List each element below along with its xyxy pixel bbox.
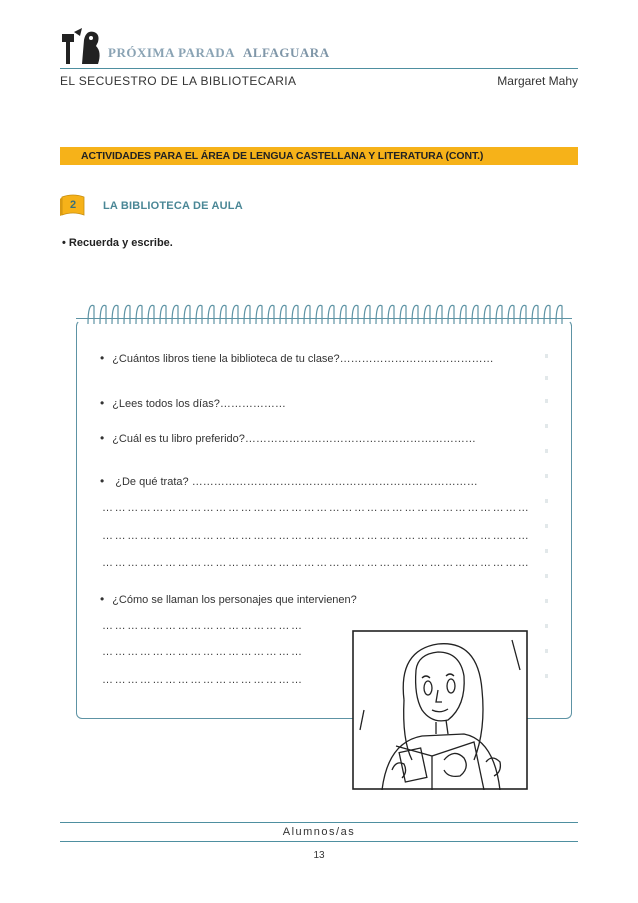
question-5: • ¿Cómo se llaman los personajes que intervienen? bbox=[100, 592, 357, 606]
page-number: 13 bbox=[313, 850, 325, 861]
section-title: ACTIVIDADES PARA EL ÁREA DE LENGUA CASTELLANA Y LITERATURA (CONT.) bbox=[81, 150, 484, 162]
instruction-text: • Recuerda y escribe. bbox=[62, 237, 173, 249]
footer-label: Alumnos/as bbox=[282, 826, 356, 838]
question-3: • ¿Cuál es tu libro preferido?……………………………………………………… bbox=[100, 431, 476, 445]
answer-line: ………………………………………………………………………………………… bbox=[102, 502, 531, 514]
activity-number: 2 bbox=[69, 199, 77, 211]
author-name: Margaret Mahy bbox=[497, 74, 578, 88]
girl-reading-illustration bbox=[352, 630, 528, 790]
answer-line: ………………………………………… bbox=[102, 620, 304, 632]
question-4: • ¿De qué trata? …………………………………………………………………… bbox=[100, 474, 478, 488]
header-rule bbox=[60, 68, 578, 69]
book-title: EL SECUESTRO DE LA BIBLIOTECARIA bbox=[60, 74, 297, 88]
answer-line: ………………………………………… bbox=[102, 646, 304, 658]
answer-line: ………………………………………………………………………………………… bbox=[102, 530, 531, 542]
footer-rule-bottom bbox=[60, 841, 578, 842]
answer-line: ………………………………………… bbox=[102, 674, 304, 686]
question-1: • ¿Cuántos libros tiene la biblioteca de tu clase?…………………………………… bbox=[100, 351, 494, 365]
footer-rule-top bbox=[60, 822, 578, 823]
margin-marks bbox=[544, 354, 550, 684]
activity-title: LA BIBLIOTECA DE AULA bbox=[103, 200, 243, 212]
publisher-logo-text: PRÓXIMA PARADA ALFAGUARA bbox=[108, 45, 330, 60]
answer-line: ………………………………………………………………………………………… bbox=[102, 557, 531, 569]
question-2: • ¿Lees todos los días?……………… bbox=[100, 396, 286, 410]
publisher-logo-icon bbox=[60, 26, 104, 66]
